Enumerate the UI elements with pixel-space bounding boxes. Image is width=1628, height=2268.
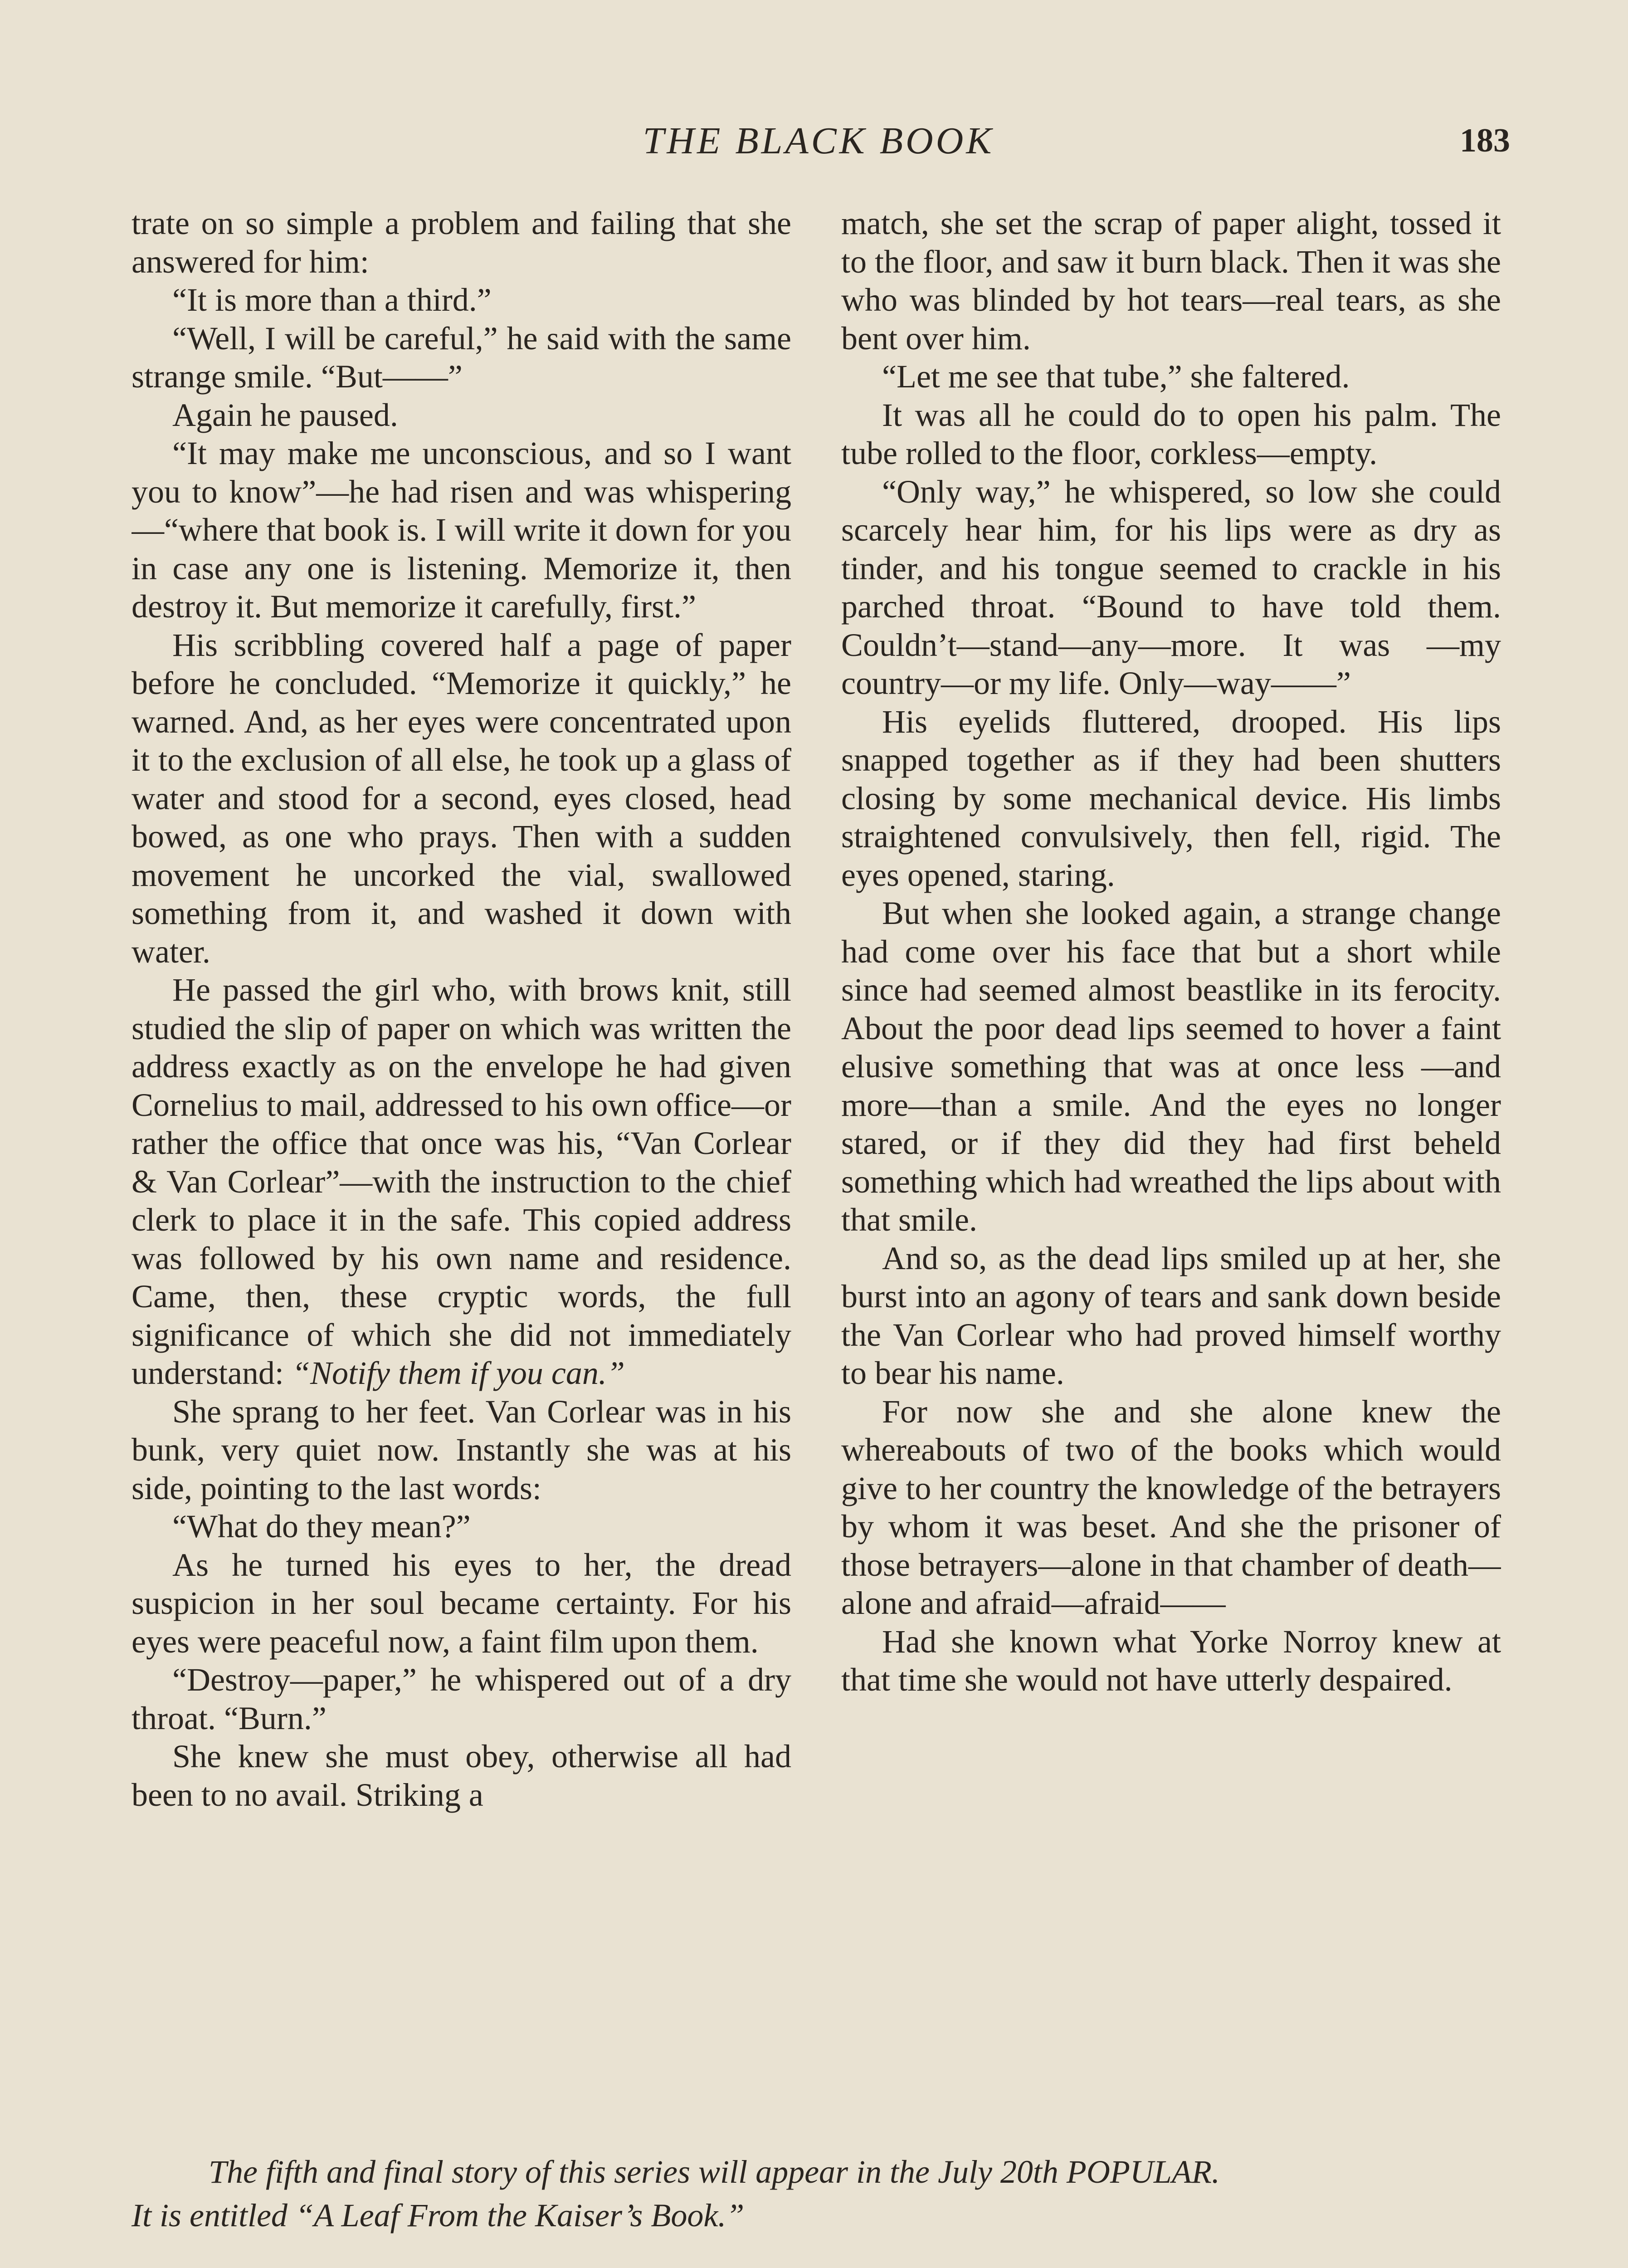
series-note-line: The fifth and final story of this series will appear in the July 20th POPULAR. [209, 2154, 1220, 2190]
paragraph: “It may make me unconscious, and so I want you to know”—he had risen and was whispering—“where that book is. I will write it down for you in case any one is listening. Memorize it, then destroy it. But memorize it carefully, first.” [132, 435, 791, 625]
paragraph: “Only way,” he whispered, so low she could scarcely hear him, for his lips were as dry as tinder, and his tongue seemed to crackle in his parched throat. “Bound to have told them. Couldn’t—stand—any—more. It was —my country—or my life. Only—way——” [841, 473, 1501, 701]
paragraph: And so, as the dead lips smiled up at her, she burst into an agony of tears and sank down beside the Van Corlear who had proved himself worthy to bear his name. [841, 1240, 1501, 1391]
right-column [841, 204, 1501, 2123]
paragraph: “Well, I will be careful,” he said with the same strange smile. “But——” [132, 320, 791, 395]
paragraph-with-quote [132, 971, 791, 1393]
series-note [132, 2150, 1506, 2237]
paragraph: trate on so simple a problem and failing that she answered for him: [132, 205, 791, 280]
page-header [132, 119, 1510, 169]
paragraph: For now she and she alone knew the whereabouts of two of the books which would give to her country the knowledge of the betrayers by whom it was beset. And she the prisoner of those betrayers—alone in that chamber of death—alone and afraid—afraid—— [841, 1393, 1501, 1621]
paragraph: “Destroy—paper,” he whispered out of a dry throat. “Burn.” [132, 1662, 791, 1736]
running-title: THE BLACK BOOK [643, 120, 994, 162]
italic-quote: “Notify them if you can.” [292, 1355, 625, 1391]
series-note-line: It is entitled “A Leaf From the Kaiser’s Book.” [132, 2197, 745, 2234]
paragraph: It was all he could do to open his palm. The tube rolled to the floor, corkless—empty. [841, 396, 1501, 471]
paragraph: Had she known what Yorke Norroy knew at that time she would not have utterly despaired. [841, 1623, 1501, 1698]
paragraph: “What do they mean?” [172, 1508, 471, 1545]
paragraph: His eyelids fluttered, drooped. His lips snapped together as if they had been shutters closing by some mechanical device. His limbs straightened convulsively, then fell, rigid. The eyes opened, staring. [841, 703, 1501, 893]
page-number: 183 [1460, 122, 1510, 159]
paragraph: As he turned his eyes to her, the dread suspicion in her soul became certainty. For his eyes were peaceful now, a faint film upon them. [132, 1546, 791, 1660]
paragraph: “Let me see that tube,” she faltered. [882, 358, 1350, 395]
paragraph: “It is more than a third.” [172, 282, 492, 318]
paragraph: Again he paused. [172, 396, 398, 433]
paragraph: His scribbling covered half a page of paper before he concluded. “Memorize it quickly,” he warned. And, as her eyes were concentrated upon it to the exclusion of all else, he took up a glass of water and stood for a second, eyes closed, head bowed, as one who prays. Then with a sudden movement he uncorked the vial, swallowed something from it, and washed it down with water. [132, 626, 791, 970]
left-column [132, 204, 791, 2123]
paragraph: She knew she must obey, otherwise all had been to no avail. Striking a [132, 1738, 791, 1813]
paragraph: match, she set the scrap of paper alight, tossed it to the floor, and saw it burn black. Then it was she who was blinded by hot tears—real tears, as she bent over him. [841, 205, 1501, 357]
paragraph: She sprang to her feet. Van Corlear was in his bunk, very quiet now. Instantly she was at his side, pointing to the last words: [132, 1393, 791, 1506]
paragraph-text: He passed the girl who, with brows knit, still studied the slip of paper on which was written the address exactly as on the envelope he had given Cornelius to mail, addressed to his own office—or rather the office that once was his, “Van Corlear & Van Corlear”—with the instruction to the chief clerk to place it in the safe. This copied address was followed by his own name and residence. Came, then, these cryptic words, the full significance of which she did not immediately understand: [132, 972, 791, 1391]
paragraph: But when she looked again, a strange change had come over his face that but a short while since had seemed almost beastlike in its ferocity. About the poor dead lips seemed to hover a faint elusive something that was at once less —and more—than a smile. And the eyes no longer stared, or if they did they had first beheld something which had wreathed the lips about with that smile. [841, 895, 1501, 1238]
